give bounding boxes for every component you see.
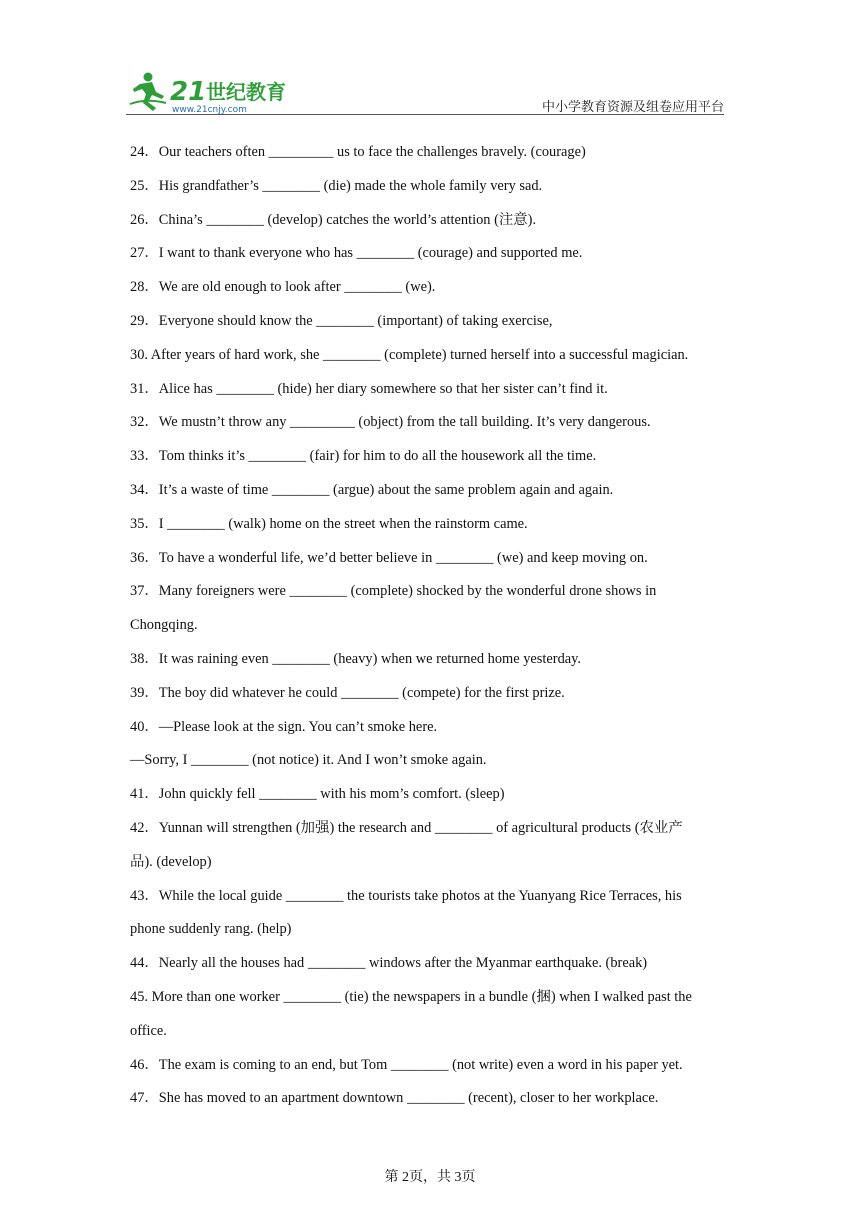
exercise-line: 39．The boy did whatever he could ________ (compete) for the first prize. <box>130 684 565 701</box>
header-divider <box>126 114 724 115</box>
svg-text:21: 21 <box>170 77 207 107</box>
exercise-list <box>130 136 734 1116</box>
exercise-line: 品). (develop) <box>130 853 212 870</box>
exercise-line: 44．Nearly all the houses had ________ windows after the Myanmar earthquake. (break) <box>130 955 648 972</box>
exercise-line: 36．To have a wonderful life, we’d better believe in ________ (we) and keep moving on. <box>130 549 648 566</box>
exercise-line: 29．Everyone should know the ________ (important) of taking exercise, <box>130 312 553 329</box>
exercise-line: phone suddenly rang. (help) <box>130 921 292 938</box>
exercise-line: 41．John quickly fell ________ with his mom’s comfort. (sleep) <box>130 786 505 803</box>
exercise-line: 30. After years of hard work, she ________ (complete) turned herself into a successful magician. <box>130 346 689 363</box>
exercise-line: 31．Alice has ________ (hide) her diary somewhere so that her sister can’t find it. <box>130 380 608 397</box>
exercise-line: 46．The exam is coming to an end, but Tom ________ (not write) even a word in his paper yet. <box>130 1056 683 1073</box>
exercise-line: 34．It’s a waste of time ________ (argue) about the same problem again and again. <box>130 481 614 498</box>
exercise-line: 25．His grandfather’s ________ (die) made the whole family very sad. <box>130 177 543 194</box>
exercise-line: —Sorry, I ________ (not notice) it. And I won’t smoke again. <box>130 752 487 769</box>
exercise-line: 42．Yunnan will strengthen (加强) the research and ________ of agricultural products (农业产 <box>130 819 683 836</box>
exercise-line: 45. More than one worker ________ (tie) the newspapers in a bundle (捆) when I walked past the <box>130 988 692 1005</box>
exercise-line: office. <box>130 1022 167 1039</box>
page-number: 第 2页，共 3页 <box>384 1170 476 1185</box>
exercise-line: 32．We mustn’t throw any _________ (object) from the tall building. It’s very dangerous. <box>130 414 651 431</box>
exercise-line: 35．I ________ (walk) home on the street when the rainstorm came. <box>130 515 528 532</box>
exercise-line: 24．Our teachers often _________ us to face the challenges bravely. (courage) <box>130 144 586 160</box>
exercise-line: 27．I want to thank everyone who has ________ (courage) and supported me. <box>130 245 583 262</box>
logo-text: 世纪教育 <box>206 80 286 104</box>
exercise-line: 43．While the local guide ________ the tourists take photos at the Yuanyang Rice Terraces, his <box>130 887 682 904</box>
header-platform-text: 中小学教育资源及组卷应用平台 <box>541 100 724 115</box>
exercise-line: 37．Many foreigners were ________ (complete) shocked by the wonderful drone shows in <box>130 583 657 600</box>
page-header <box>126 66 724 114</box>
exercise-line: 26．China’s ________ (develop) catches the world’s attention (注意). <box>130 211 537 228</box>
site-logo <box>126 70 296 114</box>
logo-url: www.21cnjy.com <box>172 105 247 114</box>
exercise-line: Chongqing. <box>130 617 198 634</box>
exercise-line: 47．She has moved to an apartment downtown ________ (recent), closer to her workplace. <box>130 1090 659 1107</box>
exercise-line: 40．—Please look at the sign. You can’t smoke here. <box>130 718 438 735</box>
exercise-line: 38．It was raining even ________ (heavy) when we returned home yesterday. <box>130 650 582 667</box>
exercise-line: 28．We are old enough to look after ________ (we). <box>130 279 436 296</box>
exercise-line: 33．Tom thinks it’s ________ (fair) for him to do all the housework all the time. <box>130 448 597 465</box>
